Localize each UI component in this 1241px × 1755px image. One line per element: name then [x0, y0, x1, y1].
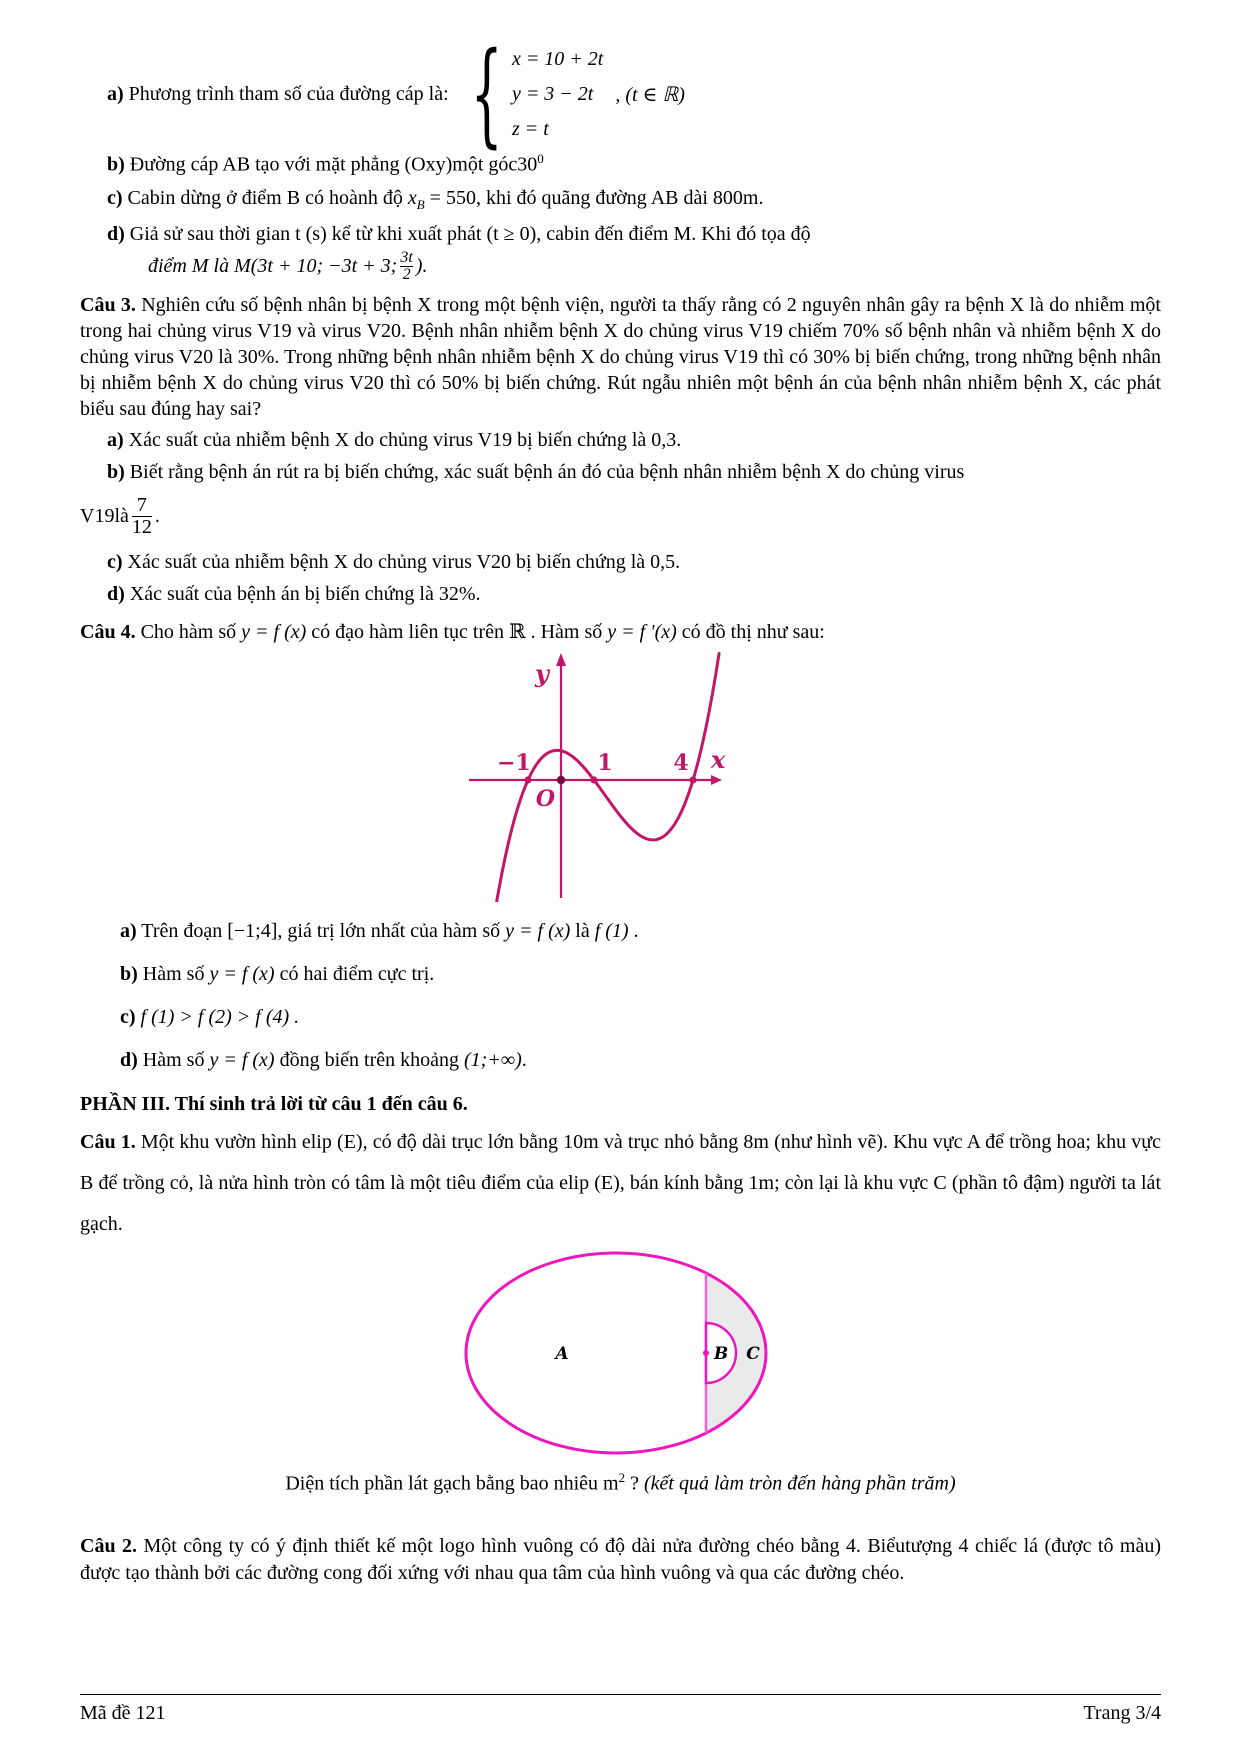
q3-b-text: Biết rằng bệnh án rút ra bị biến chứng, xác suất bệnh án đó của bệnh nhân nhiễm bệnh X do chủng virus — [124, 461, 965, 484]
q4-statement-a — [80, 917, 1161, 945]
q3-statement-a — [80, 426, 1161, 454]
statement-label: b) — [120, 963, 138, 986]
q4-d-pre: Hàm số — [137, 1049, 210, 1072]
page-footer — [80, 1694, 1161, 1725]
fraction-numerator: 3t — [400, 248, 413, 266]
q4-d-math: y = f (x) — [209, 1049, 275, 1072]
svg-text:B: B — [713, 1344, 728, 1365]
q4-statement-c — [80, 1003, 1161, 1031]
statement-label: c) — [107, 186, 123, 209]
q3-a-text: Xác suất của nhiễm bệnh X do chủng virus V19 bị biến chứng là 0,3. — [123, 429, 682, 452]
point-m-post: ). — [415, 255, 428, 278]
system-brace: { — [470, 28, 503, 159]
q1-body: Một khu vườn hình elip (E), có độ dài trục lớn bằng 10m và trục nhỏ bằng 8m (như hình vẽ). Khu vực A để trồng hoa; khu vực B để trồng cỏ, là nửa hình tròn có tâm là một tiêu điểm của elip (E), bán kính bằng 1m; còn lại là khu vực C (phần tô đậm) người ta lát gạch. — [80, 1131, 1161, 1236]
var-x-sub: B — [416, 196, 425, 212]
q3-statement-d — [80, 580, 1161, 608]
system-domain: , (t ∈ ℝ) — [615, 84, 685, 106]
q2-body: Một công ty có ý định thiết kế một logo hình vuông có độ dài nửa đường chéo bằng 4. Biểutượng 4 chiếc lá (được tô màu) được tạo thành bởi các đường cong đối xứng với nhau qua tâm của hình vuông và qua các đường chéo. — [80, 1534, 1161, 1584]
fraction-denominator: 2 — [400, 266, 412, 284]
statement-label: c) — [107, 551, 123, 574]
fraction-3t-2 — [400, 250, 412, 285]
statement-d-text: Giả sử sau thời gian t (s) kể từ khi xuất phát (t ≥ 0), cabin đến điểm M. Khi đó tọa độ — [129, 222, 811, 245]
q3-statement-b — [80, 458, 1161, 486]
statement-c-post: = 550, khi đó quãng đường AB dài 800m. — [424, 186, 764, 209]
parametric-system — [512, 48, 603, 141]
statement-label: a) — [107, 429, 124, 452]
q3-statement-c — [80, 548, 1161, 576]
svg-text:y: y — [534, 659, 549, 689]
statement-label: d) — [107, 583, 125, 606]
statement-label: b) — [107, 461, 125, 484]
q3-b2-post: . — [154, 504, 160, 527]
q4-a-post: . — [628, 920, 639, 943]
q3-c-text: Xác suất của nhiễm bệnh X do chủng virus V20 bị biến chứng là 0,5. — [122, 551, 681, 574]
statement-label: c) — [120, 1006, 136, 1029]
fprime-graph-svg — [461, 650, 781, 902]
q4-statement-b — [80, 960, 1161, 988]
caption-note: (kết quả làm tròn đến hàng phần trăm) — [643, 1472, 956, 1495]
svg-text:4: 4 — [672, 750, 689, 777]
fraction-denominator: 12 — [131, 515, 152, 538]
question-2-label: Câu 2. — [80, 1534, 138, 1557]
q4-d-post: . — [521, 1049, 527, 1072]
caption-pre: Diện tích phần lát gạch bằng bao nhiêu m — [285, 1472, 619, 1495]
question-3-label: Câu 3. — [80, 294, 136, 317]
question-1-text — [80, 1122, 1161, 1245]
q4-a-pre: Trên đoạn [−1;4], giá trị lớn nhất của hàm số — [136, 920, 506, 943]
degree-superscript: 0 — [537, 151, 544, 166]
statement-label: d) — [120, 1049, 138, 1072]
svg-text:C: C — [745, 1344, 760, 1365]
q4-a-mid: là — [570, 920, 595, 943]
statement-a-text: Phương trình tham số của đường cáp là: — [128, 83, 449, 105]
question-1-label: Câu 1. — [80, 1131, 136, 1154]
statement-b-text: Đường cáp AB tạo với mặt phẳng (Oxy)một góc30 — [129, 153, 538, 176]
statement-c-pre: Cabin dừng ở điểm B có hoành độ — [127, 186, 408, 209]
statement-label: a) — [107, 83, 124, 105]
q4-post: có đồ thị như sau: — [676, 621, 825, 644]
question-4-text — [80, 618, 1161, 646]
q3-statement-b-continued — [80, 488, 1161, 544]
statement-d-continued — [80, 250, 1161, 285]
caption-mid: ? — [625, 1472, 644, 1495]
statement-label: d) — [107, 222, 125, 245]
point-m-pre: điểm M là M(3t + 10; −3t + 3; — [148, 255, 398, 278]
part-3-heading: PHẦN III. Thí sinh trả lời từ câu 1 đến câu 6. — [80, 1093, 468, 1116]
statement-label: b) — [107, 153, 125, 176]
fprime-graph-figure — [80, 650, 1161, 902]
exam-code: Mã đề 121 — [80, 1702, 166, 1724]
q4-b-math: y = f (x) — [209, 963, 275, 986]
ellipse-figure — [80, 1249, 1161, 1461]
q4-b-post: có hai điểm cực trị. — [274, 963, 435, 986]
var-x: x — [407, 186, 417, 209]
q4-d-mid: đồng biến trên khoảng — [274, 1049, 465, 1072]
caption-superscript: 2 — [618, 1470, 626, 1486]
svg-text:x: x — [710, 745, 725, 775]
statement-label: a) — [120, 920, 137, 943]
svg-text:O: O — [535, 786, 555, 813]
q4-math-2: y = f ′(x) — [607, 621, 677, 644]
fraction-7-12 — [132, 495, 152, 538]
ellipse-svg — [461, 1249, 781, 1461]
question-2-text — [80, 1533, 1161, 1587]
statement-c-cable — [80, 187, 1161, 213]
svg-text:A: A — [554, 1344, 569, 1365]
question-4-label: Câu 4. — [80, 621, 136, 644]
question-3-text — [80, 292, 1161, 422]
q4-math-1: y = f (x) — [241, 621, 307, 644]
statement-d-cable — [80, 223, 1161, 246]
q4-c-math: f (1) > f (2) > f (4) . — [140, 1006, 300, 1029]
statement-a-cable — [80, 28, 1161, 159]
q4-a-math: y = f (x) — [505, 920, 571, 943]
q4-mid: có đạo hàm liên tục trên ℝ . Hàm số — [306, 621, 608, 644]
q4-a-math2: f (1) — [594, 920, 629, 943]
q3-b2-pre: V19là — [80, 504, 129, 527]
q1-caption — [80, 1463, 1161, 1499]
system-line-z: z = t — [511, 118, 549, 140]
q4-pre: Cho hàm số — [135, 621, 242, 644]
statement-b-cable — [80, 151, 1161, 177]
fraction-numerator: 7 — [136, 493, 147, 516]
question-3-body: Nghiên cứu số bệnh nhân bị bệnh X trong một bệnh viện, người ta thấy rằng có 2 nguyên nhân gây ra bệnh X là do nhiễm một trong hai chủng virus V19 và virus V20. Bệnh nhân nhiễm bệnh X do chủng virus V19 chiếm 70% số bệnh nhân và nhiễm bệnh X do chủng virus V20 là 30%. Trong những bệnh nhân nhiễm bệnh X do chủng virus V19 thì có 30% bị biến chứng, trong những bệnh nhân bị nhiễm bệnh X do chủng virus V20 thì có 50% bị biến chứng. Rút ngẫu nhiên một bệnh án của bệnh nhân nhiễm bệnh X, các phát biểu sau đúng hay sai? — [80, 294, 1161, 421]
svg-text:−1: −1 — [496, 750, 531, 777]
q3-d-text: Xác suất của bệnh án bị biến chứng là 32%. — [124, 583, 481, 606]
q4-statement-d — [80, 1046, 1161, 1074]
svg-text:1: 1 — [596, 750, 613, 777]
system-line-y: y = 3 − 2t — [511, 83, 594, 105]
q4-d-math2: (1;+∞) — [464, 1049, 522, 1072]
page-number: Trang 3/4 — [1083, 1702, 1161, 1724]
system-line-x: x = 10 + 2t — [511, 48, 604, 70]
q4-b-pre: Hàm số — [137, 963, 210, 986]
